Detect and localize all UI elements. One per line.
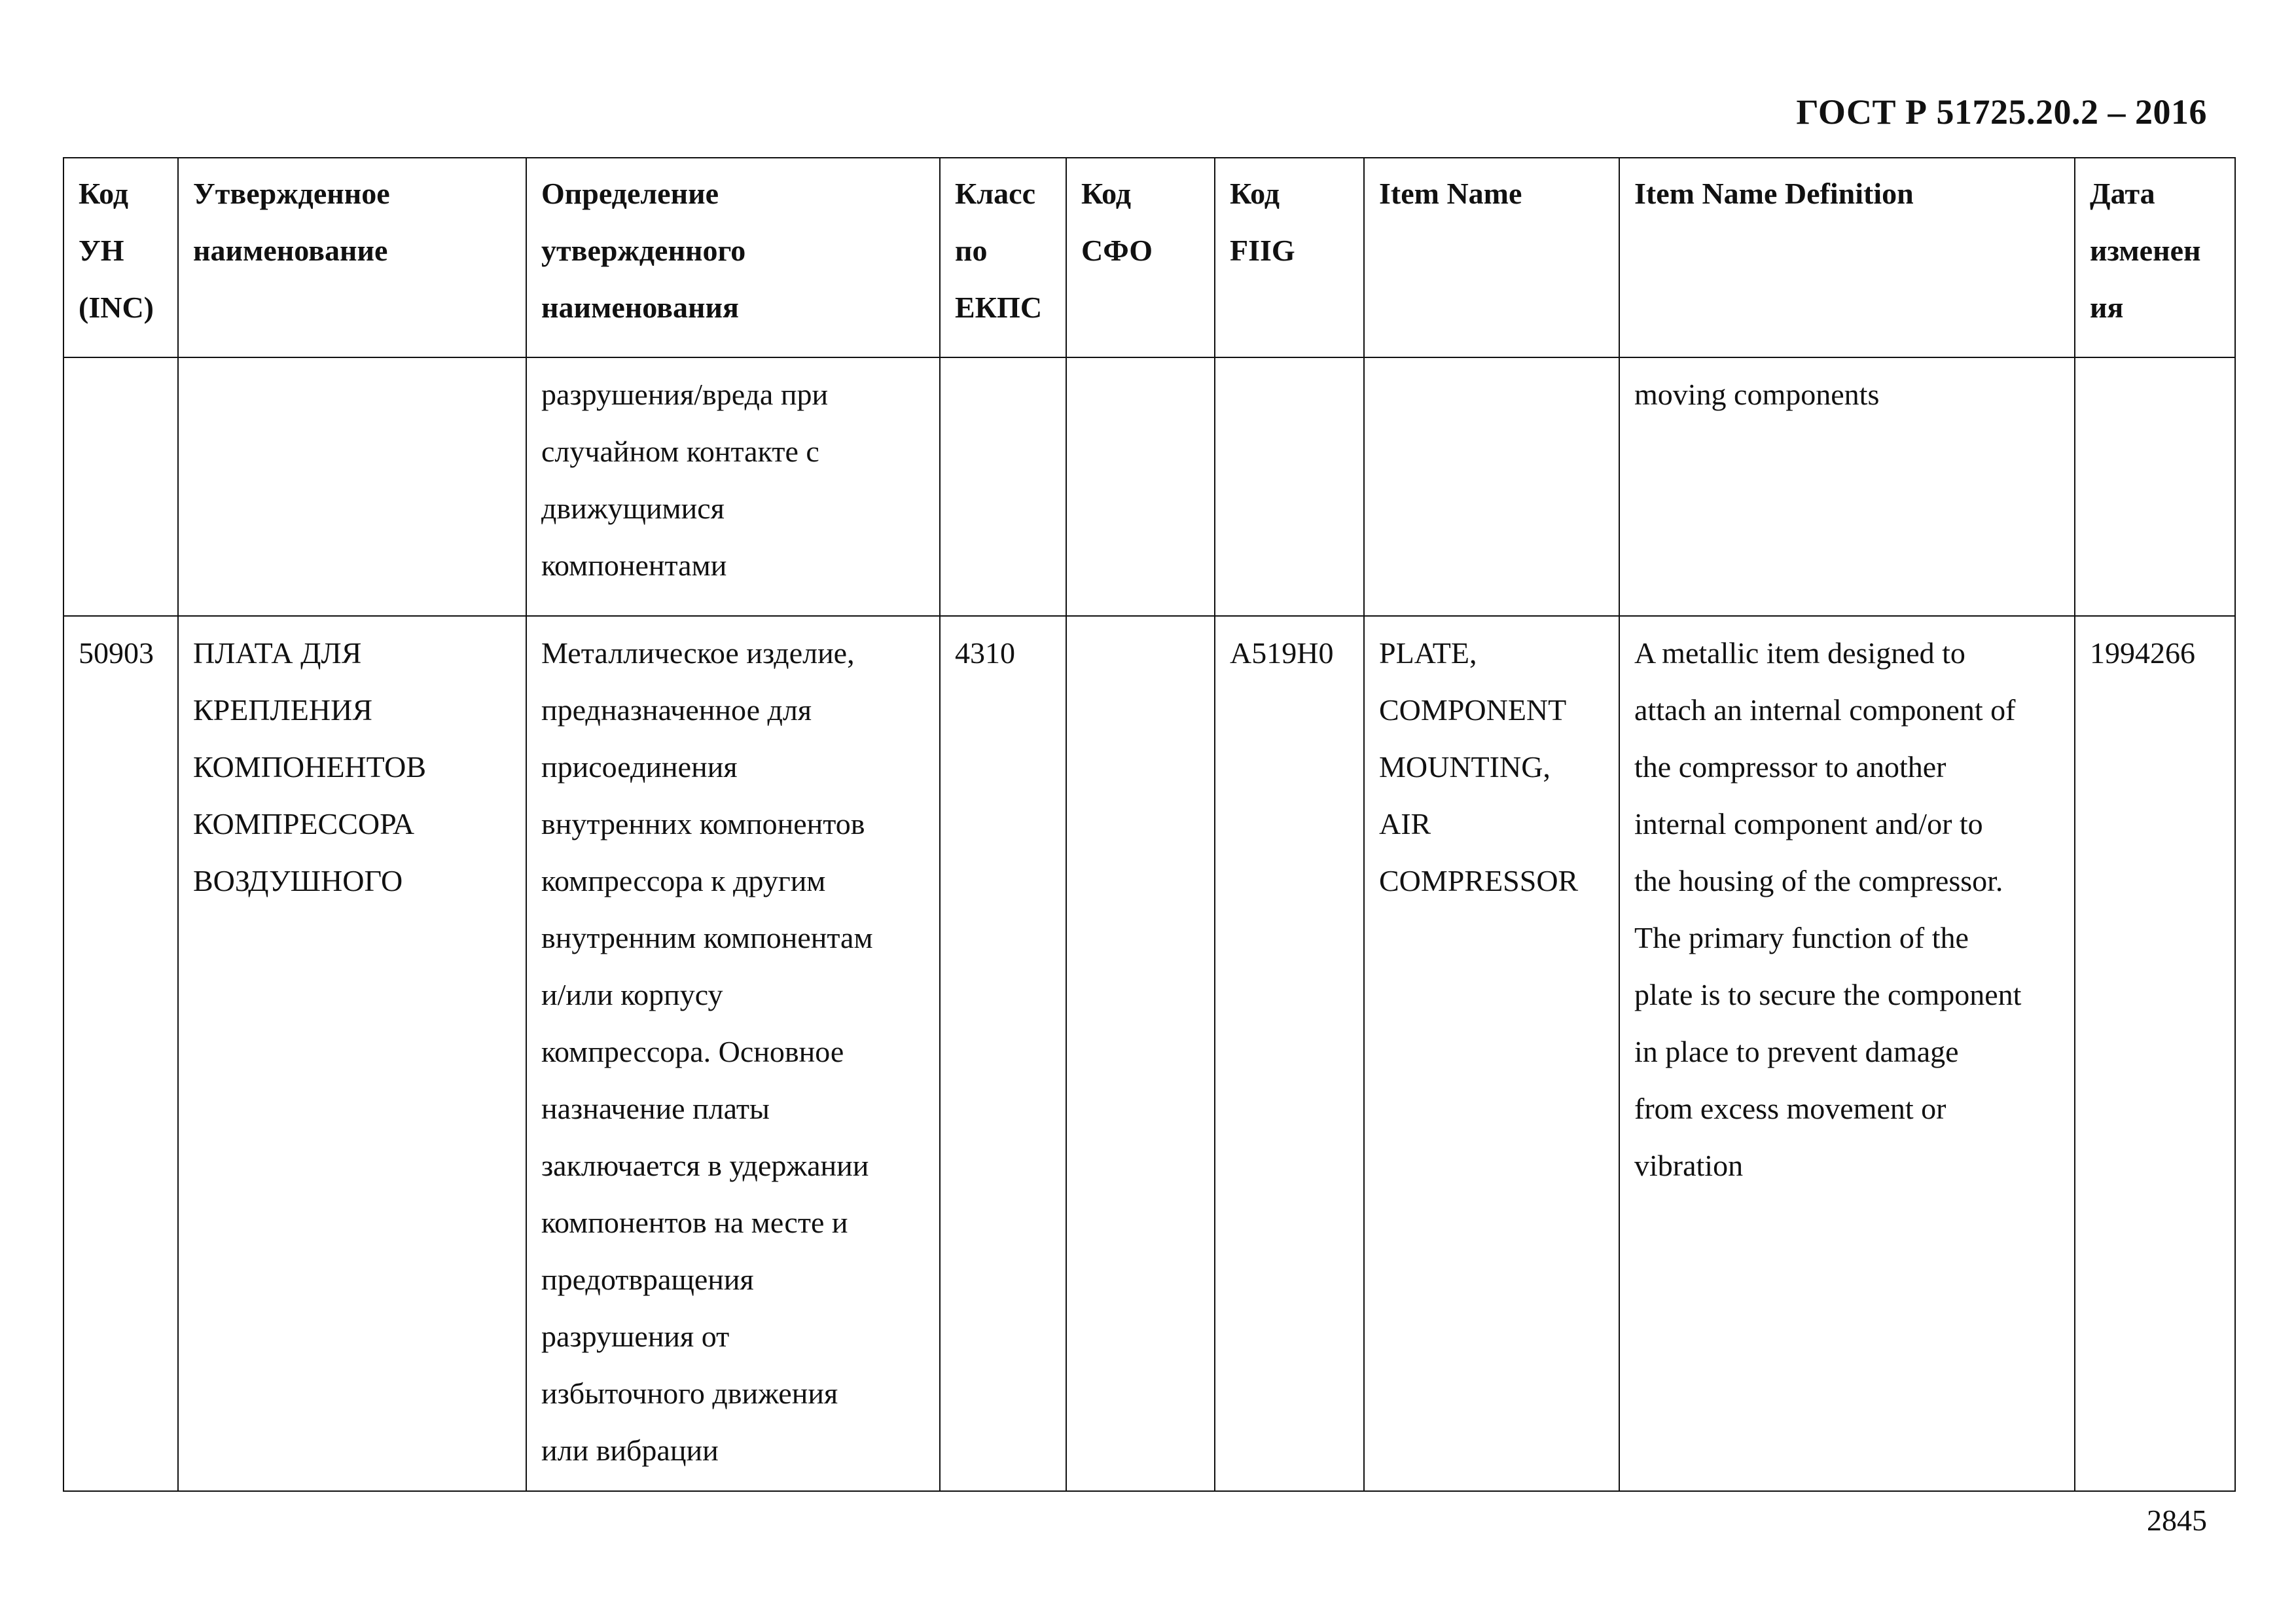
cell-text-line: внутренних компонентов <box>541 807 865 840</box>
cell-text-line: Металлическое изделие, <box>541 636 855 670</box>
cell-text-line: компрессора. Основное <box>541 1035 844 1068</box>
cell-text-line: предотвращения <box>541 1263 754 1296</box>
cell-text-line: plate is to secure the component <box>1634 978 2022 1011</box>
cell-inc-code <box>63 616 178 1491</box>
header-fsc-class <box>940 158 1066 357</box>
cell-text-line: A metallic item designed to <box>1634 636 1965 670</box>
cell-text-line: 4310 <box>955 636 1015 670</box>
cell-text-line: наименования <box>541 291 739 324</box>
cell-fsc-class <box>940 357 1066 616</box>
cell-text-line: предназначенное для <box>541 693 812 727</box>
nomenclature-table <box>63 157 2236 1492</box>
cell-text-line: Код <box>79 177 129 210</box>
table-header-row <box>63 158 2235 357</box>
cell-fiig-code <box>1215 616 1364 1491</box>
cell-text-line: ВОЗДУШНОГО <box>193 864 403 897</box>
cell-text-line: УН <box>79 234 124 267</box>
cell-text-line: компонентов на месте и <box>541 1206 848 1239</box>
cell-text-line: moving components <box>1634 378 1880 411</box>
cell-change-date <box>2075 357 2235 616</box>
cell-text-line: internal component and/or to <box>1634 807 1983 840</box>
cell-item-name <box>1364 357 1619 616</box>
header-item-name-definition <box>1619 158 2075 357</box>
cell-change-date <box>2075 616 2235 1491</box>
cell-text-line: Код <box>1230 177 1280 210</box>
cell-text-line: наименование <box>193 234 388 267</box>
cell-text-line: КРЕПЛЕНИЯ <box>193 693 373 727</box>
cell-text-line: Утвержденное <box>193 177 390 210</box>
cell-approved-name-definition <box>526 616 940 1491</box>
cell-text-line: случайном контакте с <box>541 435 819 468</box>
cell-text-line: по <box>955 234 988 267</box>
cell-text-line: ЕКПС <box>955 291 1043 324</box>
cell-text-line: The primary function of the <box>1634 921 1969 954</box>
header-fiig-code <box>1215 158 1364 357</box>
header-sfo-code <box>1066 158 1215 357</box>
cell-text-line: или вибрации <box>541 1434 719 1467</box>
cell-text-line: Класс <box>955 177 1035 210</box>
cell-text-line: изменен <box>2090 234 2201 267</box>
cell-sfo-code <box>1066 616 1215 1491</box>
cell-text-line: 1994266 <box>2090 636 2195 670</box>
cell-text-line: attach an internal component of <box>1634 693 2016 727</box>
table-row <box>63 616 2235 1491</box>
cell-text-line: Item Name <box>1379 177 1522 210</box>
cell-text-line: разрушения от <box>541 1320 730 1353</box>
cell-text-line: COMPONENT <box>1379 693 1567 727</box>
cell-inc-code <box>63 357 178 616</box>
header-inc-code <box>63 158 178 357</box>
table-row <box>63 357 2235 616</box>
header-item-name <box>1364 158 1619 357</box>
cell-text-line: избыточного движения <box>541 1377 838 1410</box>
cell-text-line: 50903 <box>79 636 154 670</box>
cell-text-line: vibration <box>1634 1149 1744 1182</box>
cell-approved-name <box>178 357 526 616</box>
cell-text-line: КОМПОНЕНТОВ <box>193 750 427 784</box>
cell-text-line: FIIG <box>1230 234 1295 267</box>
cell-text-line: COMPRESSOR <box>1379 864 1579 897</box>
header-change-date <box>2075 158 2235 357</box>
cell-text-line: назначение платы <box>541 1092 770 1125</box>
cell-text-line: движущимися <box>541 492 725 525</box>
cell-text-line: in place to prevent damage <box>1634 1035 1959 1068</box>
document-standard-code: ГОСТ Р 51725.20.2 – 2016 <box>1796 92 2207 132</box>
cell-text-line: the housing of the compressor. <box>1634 864 2003 897</box>
cell-approved-name-definition <box>526 357 940 616</box>
cell-item-name <box>1364 616 1619 1491</box>
cell-text-line: Item Name Definition <box>1634 177 1914 210</box>
cell-text-line: Дата <box>2090 177 2155 210</box>
cell-fsc-class <box>940 616 1066 1491</box>
cell-fiig-code <box>1215 357 1364 616</box>
cell-text-line: ия <box>2090 291 2124 324</box>
cell-text-line: ПЛАТА ДЛЯ <box>193 636 362 670</box>
cell-text-line: разрушения/вреда при <box>541 378 829 411</box>
cell-text-line: AIR <box>1379 807 1431 840</box>
page-number: 2845 <box>2147 1504 2207 1537</box>
cell-text-line: внутренним компонентам <box>541 921 873 954</box>
cell-text-line: СФО <box>1081 234 1153 267</box>
header-approved-name-definition <box>526 158 940 357</box>
cell-item-name-definition <box>1619 357 2075 616</box>
cell-item-name-definition <box>1619 616 2075 1491</box>
cell-text-line: Определение <box>541 177 719 210</box>
cell-text-line: MOUNTING, <box>1379 750 1551 784</box>
cell-text-line: Код <box>1081 177 1132 210</box>
cell-text-line: и/или корпусу <box>541 978 723 1011</box>
cell-sfo-code <box>1066 357 1215 616</box>
cell-text-line: заключается в удержании <box>541 1149 869 1182</box>
cell-text-line: компонентами <box>541 549 727 582</box>
cell-approved-name <box>178 616 526 1491</box>
cell-text-line: from excess movement or <box>1634 1092 1946 1125</box>
cell-text-line: (INC) <box>79 291 154 324</box>
cell-text-line: компрессора к другим <box>541 864 826 897</box>
cell-text-line: PLATE, <box>1379 636 1477 670</box>
cell-text-line: утвержденного <box>541 234 746 267</box>
cell-text-line: A519H0 <box>1230 636 1334 670</box>
cell-text-line: the compressor to another <box>1634 750 1946 784</box>
header-approved-name <box>178 158 526 357</box>
cell-text-line: присоединения <box>541 750 738 784</box>
cell-text-line: КОМПРЕССОРА <box>193 807 415 840</box>
